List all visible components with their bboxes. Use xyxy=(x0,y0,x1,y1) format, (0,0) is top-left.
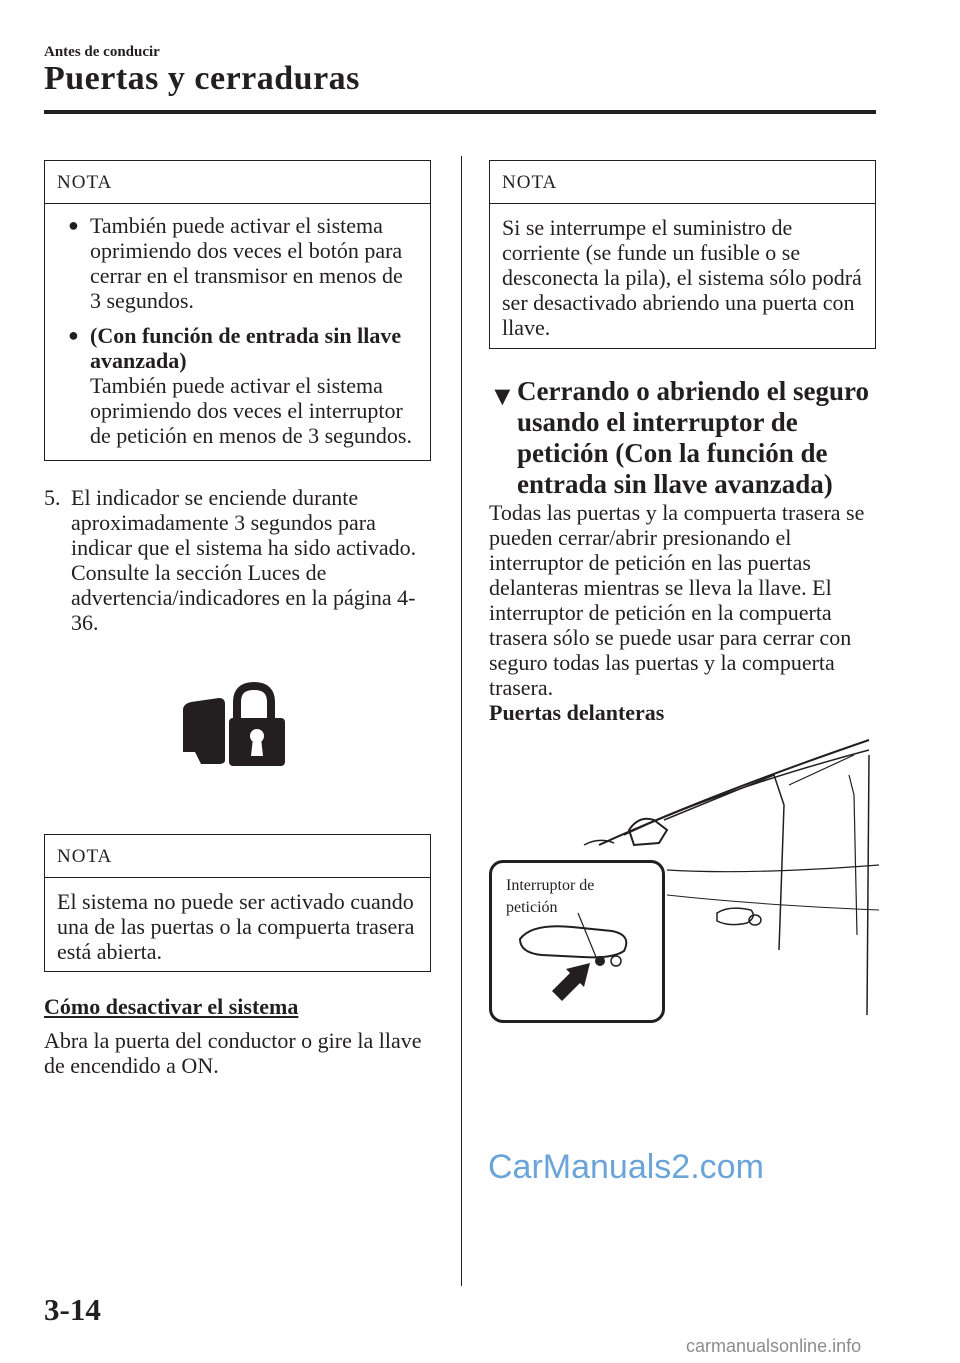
note-box-1 xyxy=(44,160,431,461)
note-text: El sistema no puede ser activado cuando una de las puertas o la compuerta trasera está abierta. xyxy=(57,889,415,964)
section-heading-text: Cerrando o abriendo el seguro usando el interruptor de petición (Con la función de entrada sin llave avanzada) xyxy=(517,376,869,499)
note-bullet xyxy=(57,323,418,448)
note-bullet-bold: (Con función de entrada sin llave avanzada) xyxy=(90,323,402,373)
note-heading: NOTA xyxy=(45,835,430,878)
note-bullet xyxy=(57,213,418,313)
step-number: 5. xyxy=(44,485,61,510)
section-heading xyxy=(489,376,879,500)
bullet-dot-icon: ● xyxy=(68,215,79,235)
column-divider xyxy=(461,156,462,1286)
note-heading: NOTA xyxy=(45,161,430,204)
subheading-front-doors: Puertas delanteras xyxy=(489,700,665,725)
note-box-3 xyxy=(489,160,876,349)
page-title: Puertas y cerraduras xyxy=(44,60,360,97)
security-indicator-icon xyxy=(179,680,289,770)
note-bullet-text: También puede activar el sistema oprimiendo dos veces el botón para cerrar en el transmisor en menos de 3 segundos. xyxy=(90,213,403,313)
door-handle-figure xyxy=(489,735,879,1035)
section-body-text: Todas las puertas y la compuerta trasera se pueden cerrar/abrir presionando el interruptor de petición en las puertas delanteras mientras se lleva la llave. El interruptor de petición en la compuerta trasera sólo se puede usar para cerrar con seguro todas las puertas y la compuerta trasera. xyxy=(489,500,865,700)
note-heading: NOTA xyxy=(490,161,875,204)
callout-box xyxy=(489,860,665,1023)
header-rule xyxy=(44,110,876,114)
deactivate-text: Abra la puerta del conductor o gire la llave de encendido a ON. xyxy=(44,1028,422,1078)
section-body xyxy=(489,500,879,725)
step-text: El indicador se enciende durante aproximadamente 3 segundos para indicar que el sistema ha sido activado. Consulte la sección Luces de advertencia/indicadores en la página 4-36. xyxy=(71,485,417,635)
callout-label: Interruptor de petición xyxy=(506,877,595,916)
triangle-down-icon: ▼ xyxy=(489,381,516,411)
deactivate-heading: Cómo desactivar el sistema xyxy=(44,994,299,1019)
section-label: Antes de conducir xyxy=(44,44,160,60)
door-handle-icon xyxy=(492,863,662,1020)
note-box-2 xyxy=(44,834,431,972)
bullet-dot-icon: ● xyxy=(68,325,79,345)
note-bullet-text: También puede activar el sistema oprimiendo dos veces el interruptor de petición en menos de 3 segundos. xyxy=(90,373,412,448)
site-watermark: carmanualsonline.info xyxy=(686,1336,862,1356)
note-text: Si se interrumpe el suministro de corriente (se funde un fusible o se desconecta la pila), el sistema sólo podrá ser desactivado abriendo una puerta con llave. xyxy=(502,215,862,340)
page-number: 3-14 xyxy=(44,1292,101,1327)
step-5 xyxy=(44,485,439,635)
watermark-logo: CarManuals2.com xyxy=(488,1148,764,1186)
